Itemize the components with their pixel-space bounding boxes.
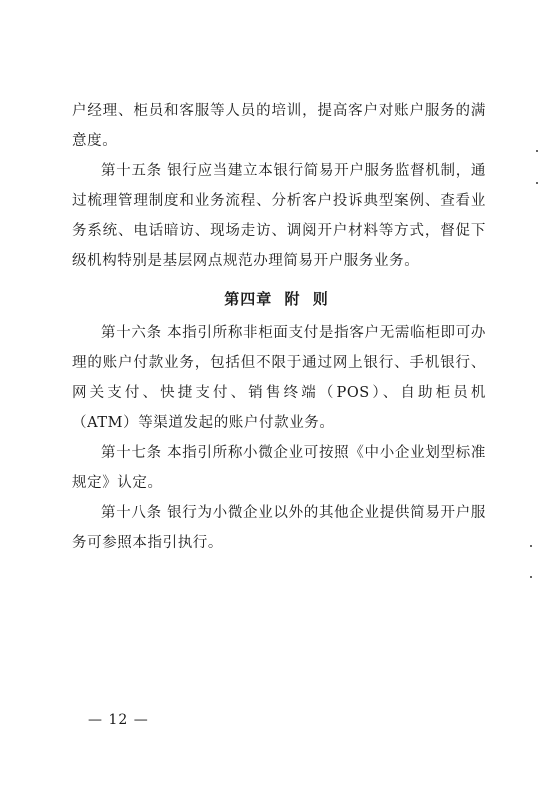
continuation-paragraph: 户经理、柜员和客服等人员的培训，提高客户对账户服务的满意度。 [72,103,486,149]
page-number: — 12 — [88,712,149,728]
article-15-paragraph: 第十五条 银行应当建立本银行简易开户服务监督机制，通过梳理管理制度和业务流程、分析客户投诉典型案例、查看业务系统、电话暗访、现场走访、调阅开户材料等方式，督促下级机构特别是基层网点规范办理简易开户服务业务。 [72,163,486,269]
upper-text-block [72,96,486,276]
lower-text-block [72,318,486,558]
article-18-paragraph: 第十八条 银行为小微企业以外的其他企业提供简易开户服务可参照本指引执行。 [72,505,486,551]
margin-mark [536,182,538,184]
chapter-heading: 第四章 附 则 [224,290,329,308]
article-16-paragraph: 第十六条 本指引所称非柜面支付是指客户无需临柜即可办理的账户付款业务，包括但不限于通过网上银行、手机银行、网关支付、快捷支付、销售终端（POS）、自助柜员机（ATM）等渠道发起的账户付款业务。 [72,325,486,431]
margin-mark [530,576,532,578]
margin-mark [536,150,538,152]
margin-mark [530,545,532,547]
article-17-paragraph: 第十七条 本指引所称小微企业可按照《中小企业划型标准规定》认定。 [72,445,486,491]
